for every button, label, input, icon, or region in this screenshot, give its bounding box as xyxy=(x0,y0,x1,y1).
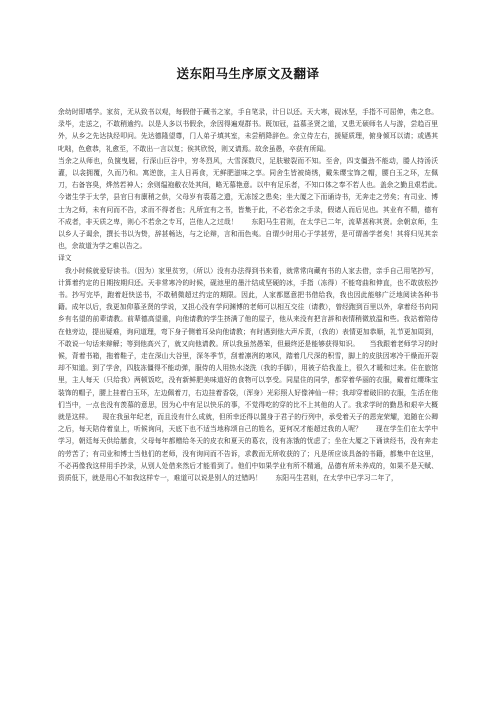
original-text-paragraph-2: 当余之从师也，负箧曳屣，行深山巨谷中，穷冬烈风，大雪深数尺，足肤皲裂而不知。至舍，四支僵劲不能动，媵人持汤沃灌，以衾拥覆，久而乃和。寓逆旅，主人日再食，无鲜肥滋味之享。同舍生皆被绮绣，戴朱缨宝饰之帽，腰白玉之环，左佩刀，右备容臭，烨然若神人；余则缊袍敝衣处其间，略无慕艳意。以中有足乐者，不知口体之奉不若人也。盖余之勤且艰若此。 今诸生学于太学，县官日有廪稍之供，父母岁有裘葛之遗，无冻馁之患矣；坐大厦之下而诵诗书，无奔走之劳矣；有司业、博士为之师，未有问而不告，求而不得者也；凡所宜有之书，皆集于此，不必若余之手录，假诸人而后见也。其业有不精，德有不成者，非天质之卑，则心不若余之专耳，岂他人之过哉！ 东阳马生君则，在太学已二年，流辈甚称其贤。余朝京师，生以乡人子谒余，撰长书以为贽，辞甚畅达，与之论辩，言和而色夷。自谓少时用心于学甚劳，是可谓善学者矣！其将归见其亲也，余故道为学之难以告之。 xyxy=(58,156,452,251)
document-title: 送东阳马生序原文及翻译 xyxy=(176,66,320,81)
translation-paragraph-1: 我小时候就爱好读书。（因为）家里贫穷，（所以）没有办法得到书来看，就常常向藏有书的人家去借，亲手自己用笔抄写，计算着约定的日期按期归还。天非常寒冷的时候，砚池里的墨汁结成坚硬的冰，手指（冻得）不能弯曲和伸直，也不敢放松抄书。抄写完毕，跑着赶快送书，不敢稍微超过约定的期限。因此，人家都愿意把书借给我，我也因此能够广泛地阅读各种书籍。成年以后，我更加仰慕圣贤的学说，又担心没有学问渊博的老师可以相互交往（请教），曾经跑到百里以外，拿着经书向同乡有名望的前辈请教。前辈德高望重，向他请教的学生挤满了他的屋子，他从来没有把言辞和表情稍微放温和些。我站着陪侍在他旁边，提出疑难，询问道理，弯下身子侧着耳朵向他请教；有时遇到他大声斥责，（我的）表情更加恭顺，礼节更加周到，不敢说一句话来辩解；等到他高兴了，就又向他请教。所以我虽然愚笨，但最终还是能够获得知识。 当我跟着老师学习的时候，背着书箱，拖着鞋子，走在深山大谷里，深冬季节，刮着凛冽的寒风，踏着几尺深的积雪，脚上的皮肤因寒冷干燥而开裂却不知道。到了学舍，四肢冻僵得不能动弹，服侍的人用热水浇洗（我的手脚），用被子给我盖上，很久才暖和过来。住在旅馆里，主人每天（只给我）两顿饭吃，没有新鲜肥美味道好的食物可以享受。同屋住的同学，都穿着华丽的衣服，戴着红缨珠宝装饰的帽子，腰上挂着白玉环，左边佩着刀，右边挂着香袋，（浑身）光彩照人好像神仙一样；我却穿着破旧的衣服，生活在他们当中，一点也没有羡慕的意思，因为心中有足以快乐的事，不觉得吃的穿的比不上其他的人了。我求学时的勤恳和艰辛大概就是这样。 现在我虽年纪老，而且没有什么成就，但所幸还得以置身于君子的行列中，承受着天子的恩宠荣耀，追随在公卿之后，每天陪侍着皇上，听候询问，天底下也不适当地称颂自己的姓名，更何况才能超过我的人呢？ 现在学生们在太学中学习，朝廷每天供给膳食，父母每年都赠给冬天的皮衣和夏天的葛衣，没有冻饿的忧虑了；坐在大厦之下诵读经书，没有奔走的劳苦了；有司业和博士当他们的老师，没有询问而不告诉，求教而无所收获的了；凡是所应该具备的书籍，都集中在这里，不必再像我这样用手抄录，从别人处借来然后才能看到了。他们中如果学业有所不精通，品德有所未养成的，如果不是天赋、资质低下，就是用心不如我这样专一，难道可以说是别人的过错吗！ 东阳马生君则，在太学中已学习二年了， xyxy=(58,266,438,483)
original-text-paragraph-1: 余幼时即嗜学。家贫，无从致书以观，每假借于藏书之家，手自笔录，计日以还。天大寒，砚冰坚，手指不可屈伸，弗之怠。录毕，走送之，不敢稍逾约。以是人多以书假余，余因得遍观群书。既加冠，益慕圣贤之道，又患无硕师名人与游，尝趋百里外，从乡之先达执经叩问。先达德隆望尊，门人弟子填其室，未尝稍降辞色。余立侍左右，援疑质理，俯身倾耳以请；或遇其叱咄，色愈恭，礼愈至，不敢出一言以复；俟其欣悦，则又请焉。故余虽愚，卒获有所闻。 xyxy=(58,108,438,153)
translation-heading: 译文 xyxy=(58,254,72,263)
